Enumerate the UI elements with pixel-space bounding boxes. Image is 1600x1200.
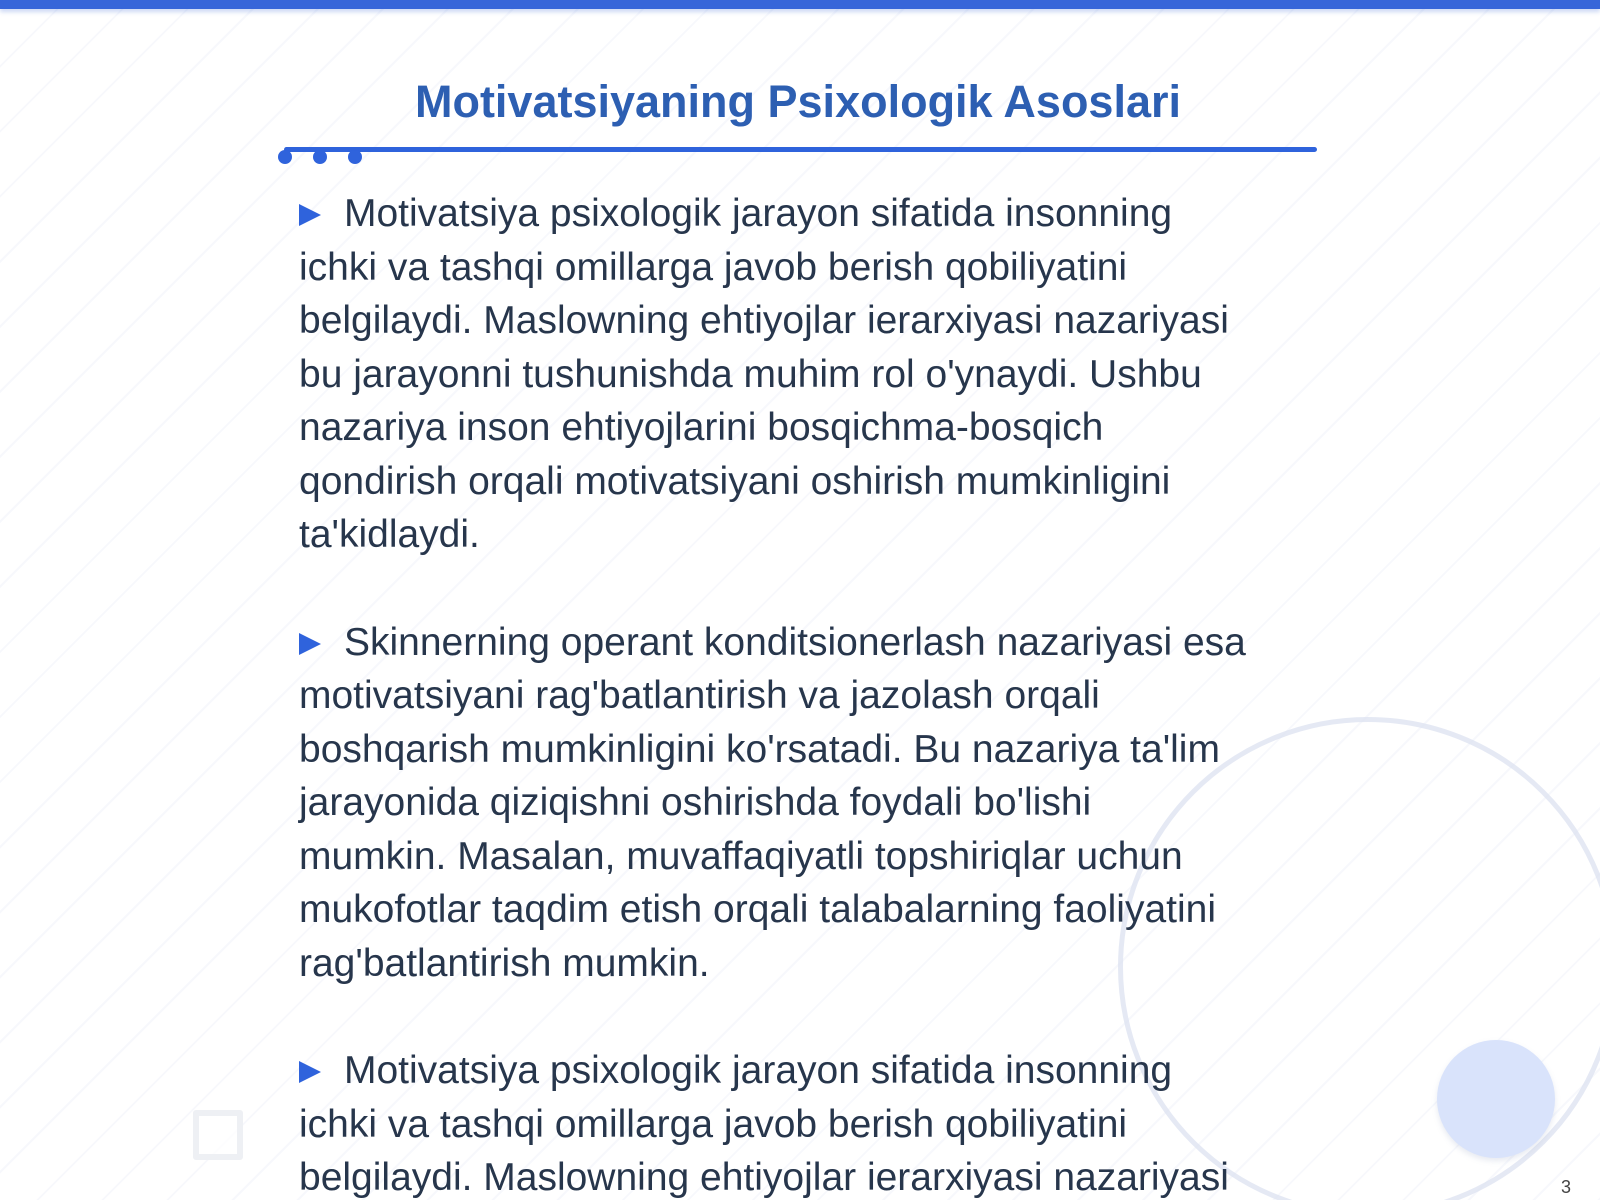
text-line: mumkin. Masalan, muvaffaqiyatli topshiriqlar uchun [299, 834, 1183, 878]
top-accent-bar [0, 0, 1600, 9]
text-line: belgilaydi. Maslowning ehtiyojlar ierarxiyasi nazariyasi [299, 299, 1229, 342]
bullet-paragraph [299, 187, 1299, 562]
decorative-circle [1437, 1040, 1555, 1158]
underline-dot [278, 150, 292, 164]
triangle-right-icon [299, 204, 321, 226]
title-underline [284, 147, 1317, 152]
text-line: belgilaydi. Maslowning ehtiyojlar ierarxiyasi nazariyasi [299, 1156, 1229, 1199]
text-line [299, 187, 1299, 241]
triangle-right-icon [299, 1061, 321, 1083]
text-line: ichki va tashqi omillarga javob berish qobiliyatini [299, 245, 1128, 289]
text-line: mukofotlar taqdim etish orqali talabalarning faoliyatini [299, 888, 1216, 931]
underline-dot [348, 150, 362, 164]
bullet-paragraph [299, 1044, 1299, 1200]
page-number: 3 [1560, 1177, 1571, 1197]
text-line: ta'kidlaydi. [299, 513, 480, 556]
text-line: jarayonida qiziqishni oshirishda foydali bo'lishi [299, 781, 1092, 824]
text-line: motivatsiyani rag'batlantirish va jazolash orqali [299, 674, 1100, 717]
text-line: bu jarayonni tushunishda muhim rol o'ynaydi. Ushbu [299, 352, 1202, 396]
line-text: Motivatsiya psixologik jarayon sifatida insonning [344, 1049, 1173, 1092]
decorative-square [193, 1110, 243, 1160]
text-line: qondirish orqali motivatsiyani oshirish mumkinligini [299, 459, 1171, 503]
line-text: Skinnerning operant konditsionerlash nazariyasi esa [344, 620, 1246, 664]
bullet-paragraph [299, 616, 1299, 991]
triangle-right-icon [299, 633, 321, 655]
line-text: Motivatsiya psixologik jarayon sifatida insonning [344, 192, 1173, 235]
text-line [299, 616, 1299, 670]
slide-content [299, 187, 1299, 1200]
text-line: nazariya inson ehtiyojlarini bosqichma-bosqich [299, 406, 1104, 449]
slide-title: Motivatsiyaning Psixologik Asoslari [414, 76, 1182, 127]
text-line: rag'batlantirish mumkin. [299, 941, 710, 985]
text-line [299, 1044, 1299, 1098]
text-line: boshqarish mumkinligini ko'rsatadi. Bu nazariya ta'lim [299, 727, 1220, 771]
text-line: ichki va tashqi omillarga javob berish qobiliyatini [299, 1102, 1128, 1146]
underline-dot [313, 150, 327, 164]
